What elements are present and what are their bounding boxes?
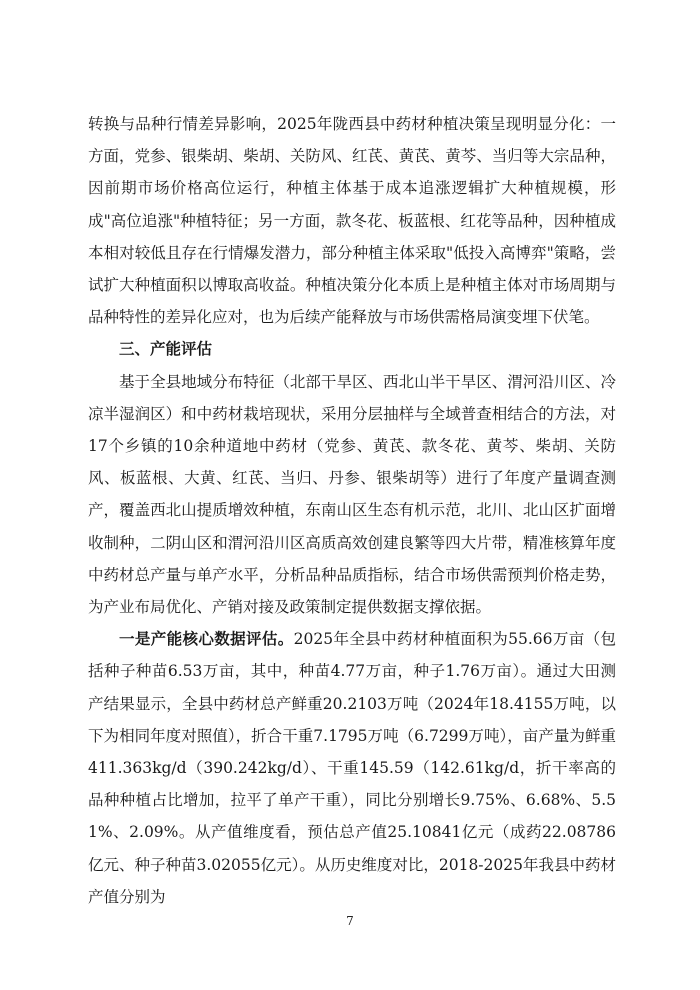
- section-heading: 三、产能评估: [119, 340, 213, 359]
- paragraph-intro: 转换与品种行情差异影响，2025年陇西县中药材种植决策呈现明显分化：一方面，党参、银柴胡、柴胡、关防风、红芪、黄芪、黄芩、当归等大宗品种，因前期市场价格高位运行，种植主体基于成本追涨逻辑扩大种植规模，形成"高位追涨"种植特征；另一方面，款冬花、板蓝根、红花等品种，因种植成本相对较低且存在行情爆发潜力，部分种植主体采取"低投入高博弈"策略，尝试扩大种植面积以博取高收益。种植决策分化本质上是种植主体对市场周期与品种特性的差异化应对，也为后续产能释放与市场供需格局演变埋下伏笔。: [88, 115, 616, 327]
- paragraph-method: 基于全县地域分布特征（北部干旱区、西北山半干旱区、渭河沿川区、冷凉半湿润区）和中药材栽培现状，采用分层抽样与全域普查相结合的方法，对17个乡镇的10余种道地中药材（党参、黄芪、款冬花、黄芩、柴胡、关防风、板蓝根、大黄、红芪、当归、丹参、银柴胡等）进行了年度产量调查测产，覆盖西北山提质增效种植，东南山区生态有机示范，北川、北山区扩面增收制种，二阴山区和渭河沿川区高质高效创建良繁等四大片带，精准核算年度中药材总产量与单产水平，分析品种品质指标，结合市场供需预判价格走势，为产业布局优化、产销对接及政策制定提供数据支撑依据。: [88, 372, 616, 617]
- paragraph-data-body: 2025年全县中药材种植面积为55.66万亩（包括种子种苗6.53万亩，其中，种苗4.77万亩，种子1.76万亩）。通过大田测产结果显示，全县中药材总产鲜重20.2103万吨（2024年18.4155万吨，以下为相同年度对照值），折合干重7.1795万吨（6.7299万吨），亩产量为鲜重411.363kg/d（390.242kg/d）、干重145.59（142.61kg/d，折干率高的品种种植占比增加，拉平了单产干重），同比分别增长9.75%、6.68%、5.51%、2.09%。从产值维度看，预估总产值25.10841亿元（成药22.08786亿元、种子种苗3.02055亿元）。从历史维度对比，2018-2025年我县中药材产值分别为: [88, 630, 616, 906]
- page-number: 7: [346, 914, 354, 928]
- document-body: [88, 108, 616, 913]
- paragraph-data-lead: 一是产能核心数据评估。: [119, 630, 294, 649]
- paragraph-data: [88, 623, 616, 913]
